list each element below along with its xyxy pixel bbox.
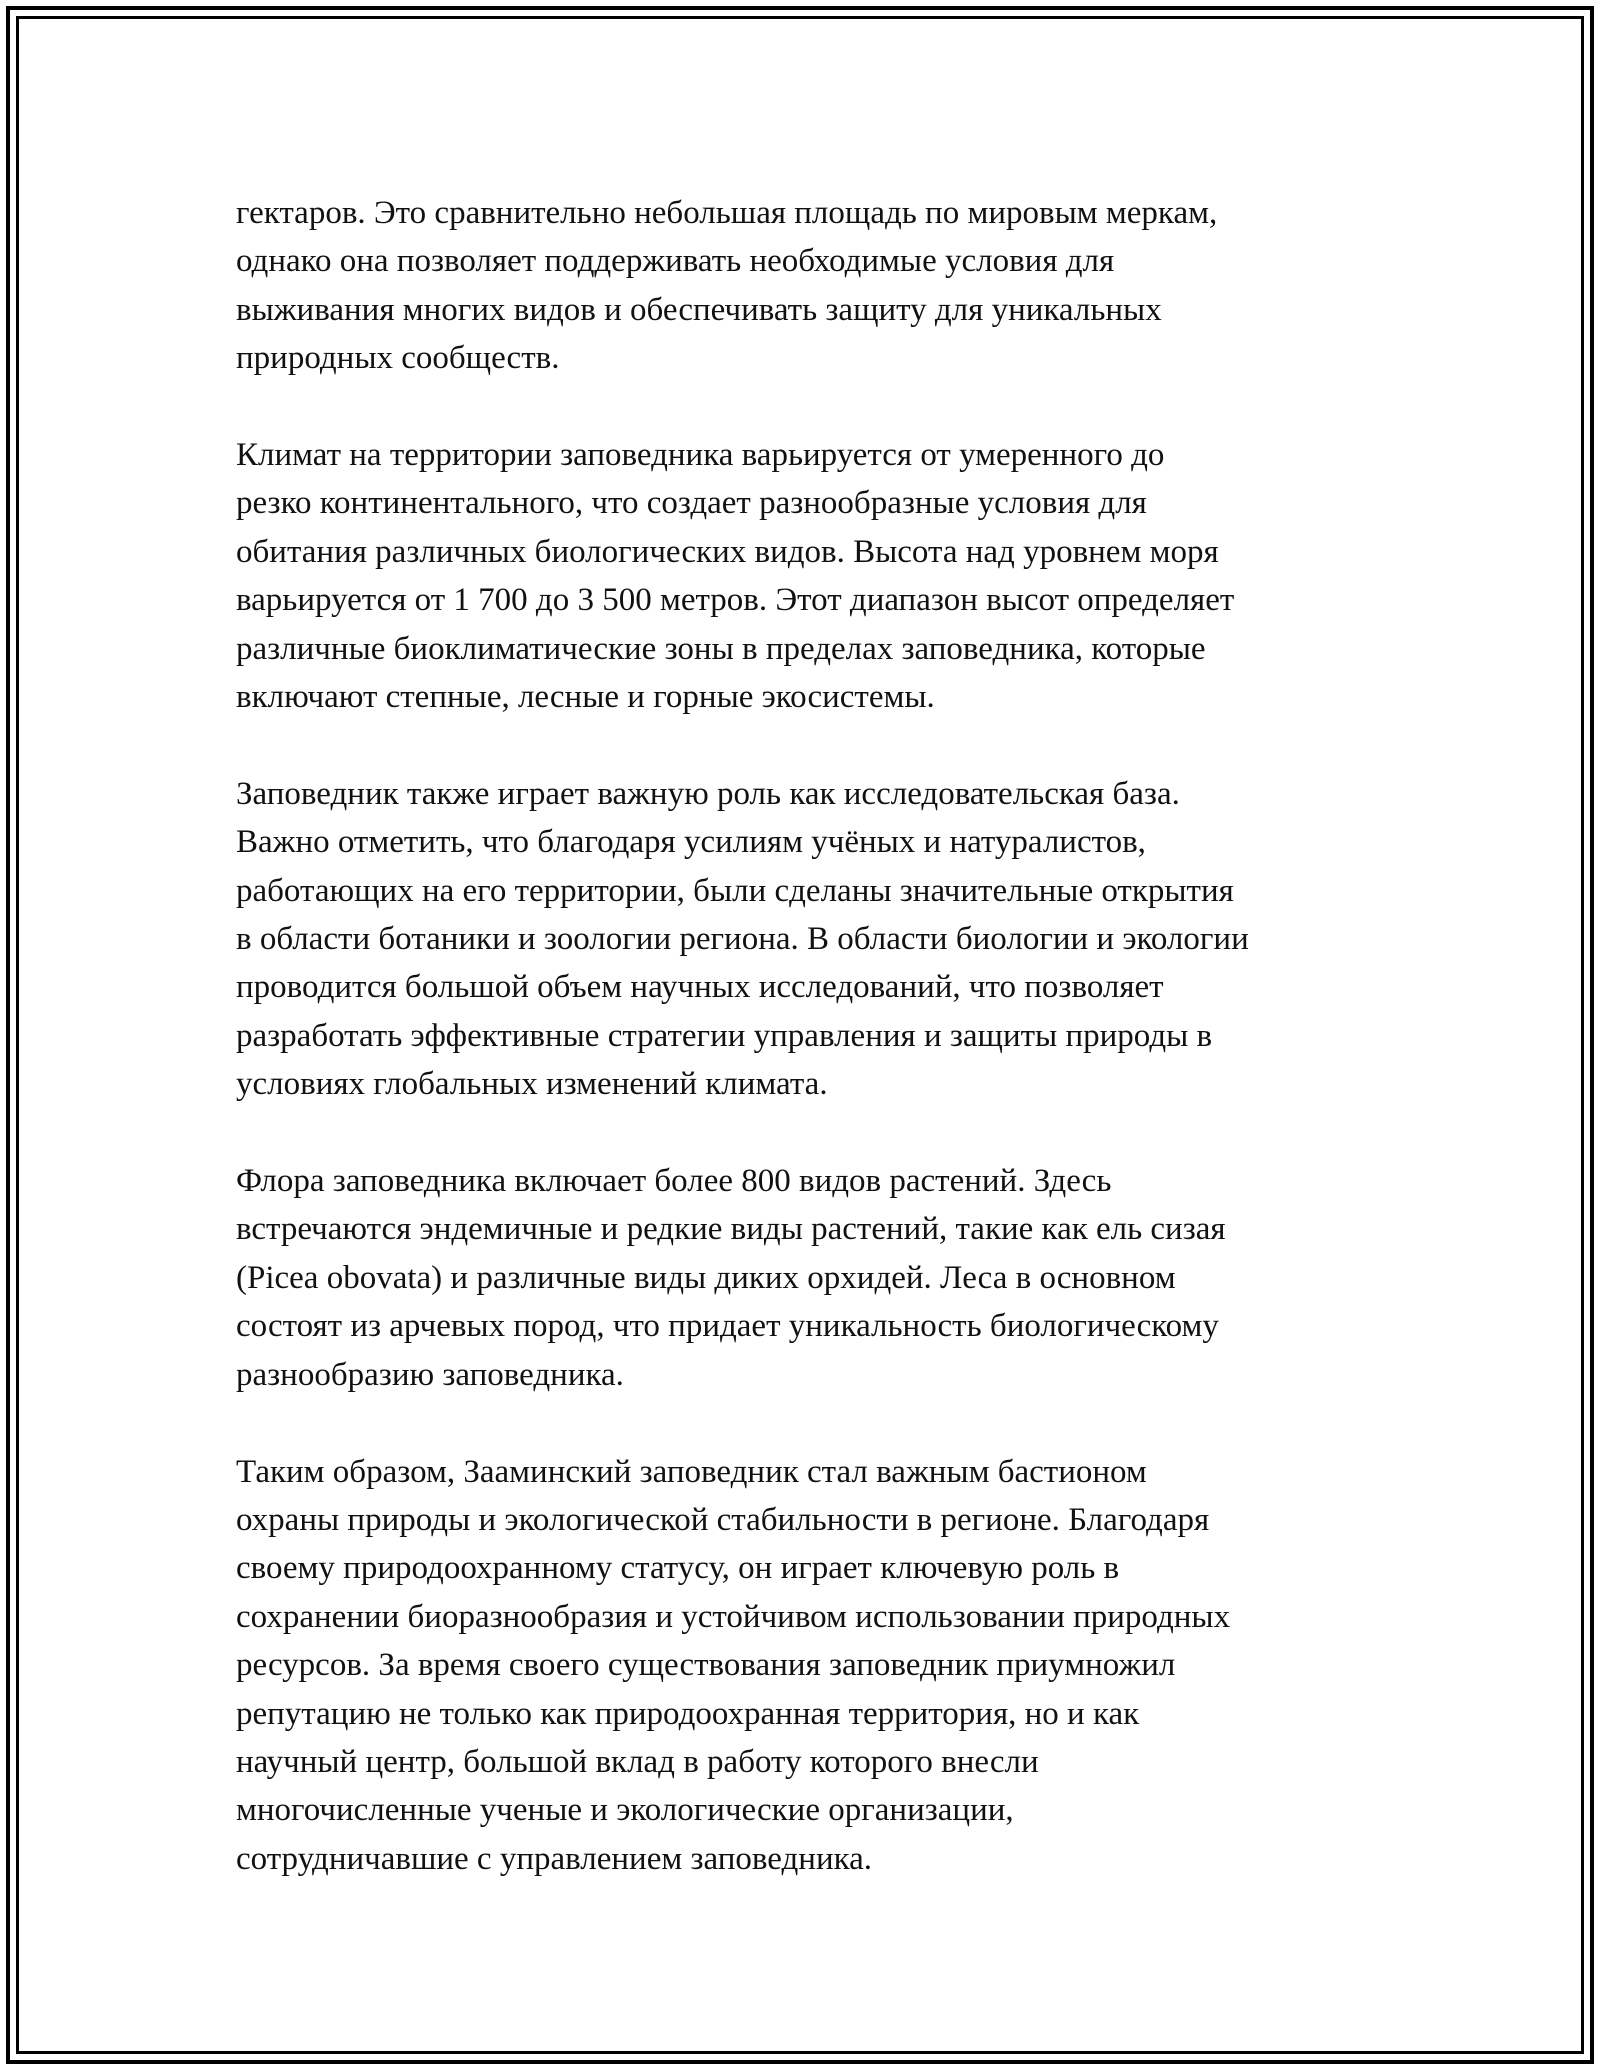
- paragraph-conclusion: Таким образом, Зааминский заповедник стал важным бастионом охраны природы и экологической стабильности в регионе. Благодаря своему природоохранному статусу, он играет ключевую роль в сохранении биоразнообразия и устойчивом использовании природных ресурсов. За время своего существования заповедник приумножил репутацию не только как природоохранная территория, но и как научный центр, большой вклад в работу которого внесли многочисленные ученые и экологические организации, сотрудничавшие с управлением заповедника.: [236, 1453, 1231, 1877]
- paragraph-area: гектаров. Это сравнительно небольшая площадь по мировым меркам, однако она позволяет поддерживать необходимые условия для выживания многих видов и обеспечивать защиту для уникальных природных сообществ.: [236, 195, 1218, 377]
- paragraph-flora: Флора заповедника включает более 800 видов растений. Здесь встречаются эндемичные и редкие виды растений, такие как ель сизая (Picea obovata) и различные виды диких орхидей. Леса в основном состоят из арчевых пород, что придает уникальность биологическому разнообразию заповедника.: [236, 1163, 1226, 1393]
- document-body: [236, 189, 1386, 1883]
- paragraph-climate: Климат на территории заповедника варьируется от умеренного до резко континентального, что создает разнообразные условия для обитания различных биологических видов. Высота над уровнем моря варьируется от 1 700 до 3 500 метров. Этот диапазон высот определяет различные биоклиматические зоны в пределах заповедника, которые включают степные, лесные и горные экосистемы.: [236, 437, 1235, 716]
- paragraph-research: Заповедник также играет важную роль как исследовательская база. Важно отметить, что благодаря усилиям учёных и натуралистов, работающих на его территории, были сделаны значительные открытия в области ботаники и зоологии региона. В области биологии и экологии проводится большой объем научных исследований, что позволяет разработать эффективные стратегии управления и защиты природы в условиях глобальных изменений климата.: [236, 775, 1249, 1103]
